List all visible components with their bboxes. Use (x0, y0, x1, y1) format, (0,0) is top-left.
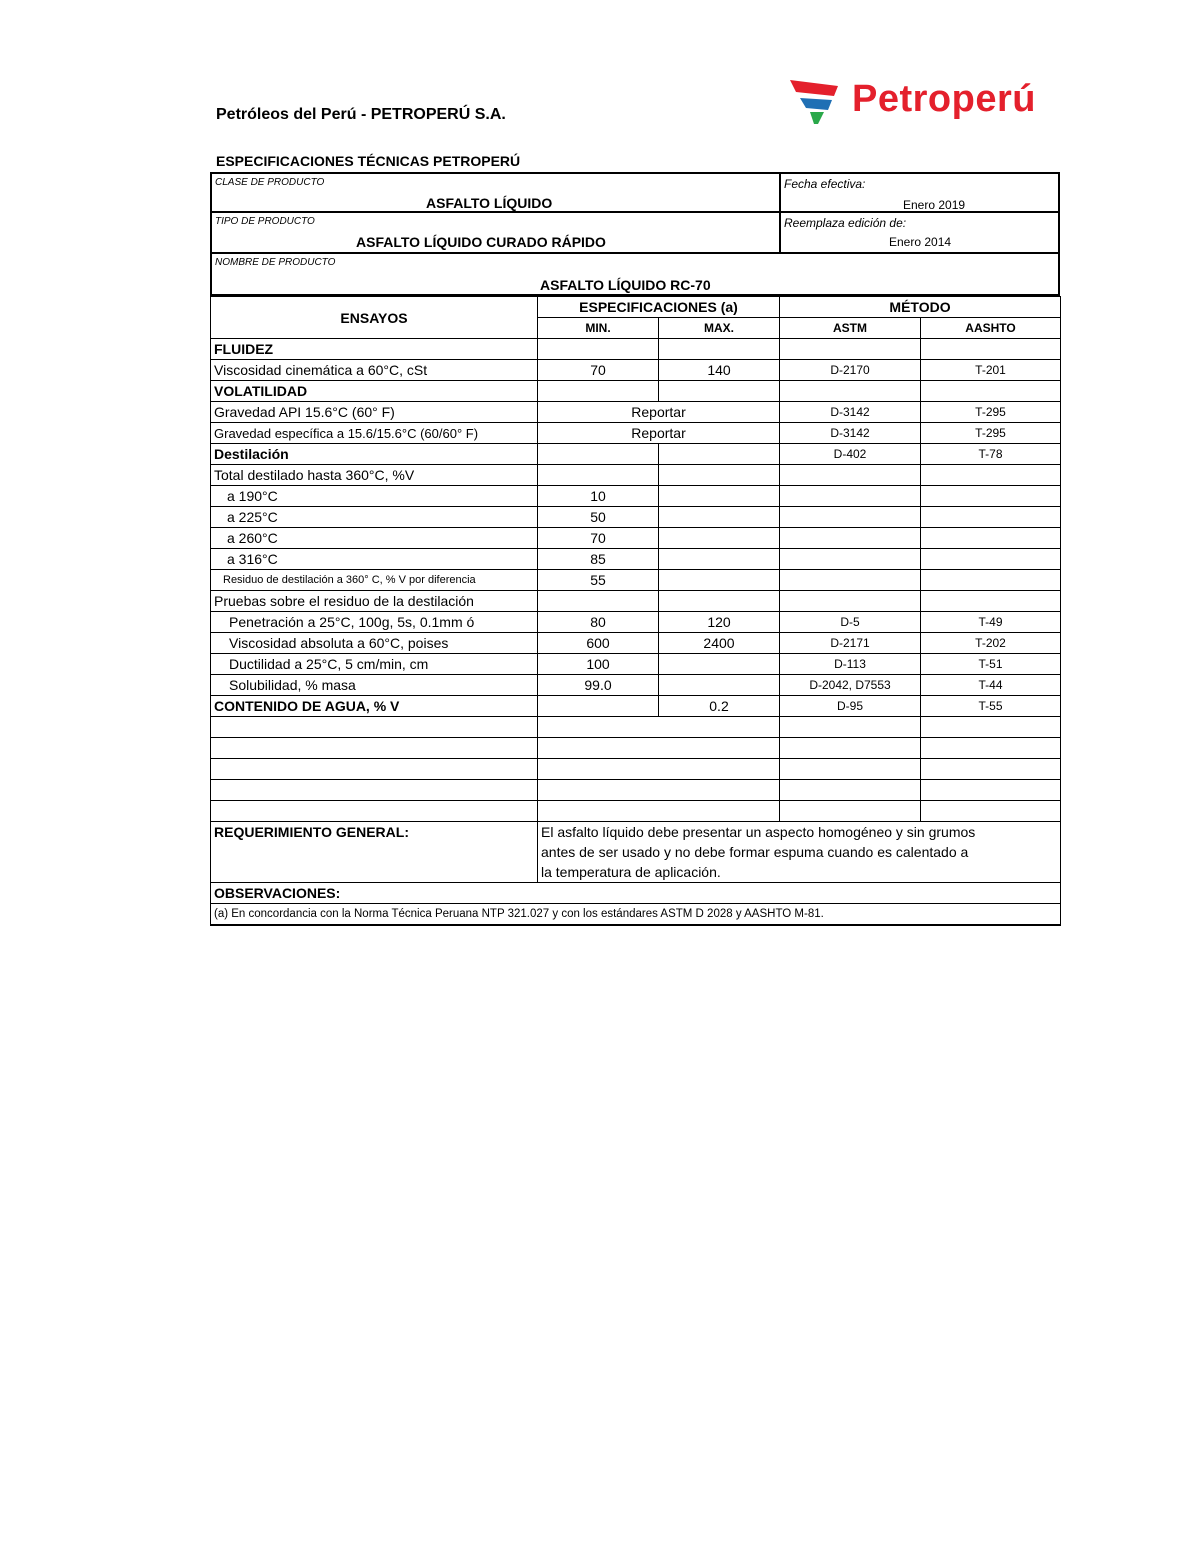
astm-value: D-2171 (780, 633, 921, 654)
astm-value: D-5 (780, 612, 921, 633)
requerimiento-line-1: El asfalto líquido debe presentar un aspecto homogéneo y sin grumos (541, 824, 976, 840)
aashto-value (921, 486, 1061, 507)
fecha-box (781, 172, 1060, 213)
tipo-row (210, 213, 1060, 254)
test-name: Solubilidad, % masa (211, 675, 538, 696)
max-value: 2400 (659, 633, 780, 654)
min-value: 100 (538, 654, 659, 675)
logo-text: Petroperú (852, 78, 1036, 120)
aashto-value: T-49 (921, 612, 1061, 633)
astm-value: D-3142 (780, 402, 921, 423)
table-row (211, 612, 1061, 633)
observaciones-label: OBSERVACIONES: (211, 883, 1061, 904)
spec-table (210, 296, 1061, 926)
max-value (659, 486, 780, 507)
aashto-value: T-201 (921, 360, 1061, 381)
clase-value: ASFALTO LÍQUIDO (426, 195, 553, 211)
table-row (211, 633, 1061, 654)
min-value (538, 339, 659, 360)
aashto-value (921, 528, 1061, 549)
tipo-label: TIPO DE PRODUCTO (215, 216, 315, 227)
table-row (211, 507, 1061, 528)
col-astm: ASTM (780, 318, 921, 339)
empty-row (211, 759, 1061, 780)
nombre-label: NOMBRE DE PRODUCTO (215, 257, 336, 268)
tipo-box (210, 213, 781, 254)
aashto-value (921, 549, 1061, 570)
observaciones-note-row (211, 904, 1061, 926)
test-name: Pruebas sobre el residuo de la destilación (211, 591, 538, 612)
logo-mark-icon (788, 76, 848, 128)
min-value (538, 696, 659, 717)
test-name: Residuo de destilación a 360° C, % V por diferencia (211, 570, 538, 591)
max-value (659, 549, 780, 570)
astm-value: D-402 (780, 444, 921, 465)
aashto-value: T-78 (921, 444, 1061, 465)
table-row (211, 696, 1061, 717)
test-name: Total destilado hasta 360°C, %V (211, 465, 538, 486)
table-row (211, 528, 1061, 549)
aashto-value (921, 570, 1061, 591)
astm-value (780, 570, 921, 591)
astm-value: D-2042, D7553 (780, 675, 921, 696)
max-value: 0.2 (659, 696, 780, 717)
reemplaza-label: Reemplaza edición de: (784, 216, 907, 230)
table-row (211, 591, 1061, 612)
test-name: FLUIDEZ (211, 339, 538, 360)
max-value (659, 465, 780, 486)
max-value (659, 570, 780, 591)
nombre-value: ASFALTO LÍQUIDO RC-70 (540, 277, 711, 293)
aashto-value: T-202 (921, 633, 1061, 654)
min-value: 70 (538, 360, 659, 381)
table-row (211, 381, 1061, 402)
col-min: MIN. (538, 318, 659, 339)
astm-value (780, 507, 921, 528)
spec-sheet (210, 172, 1060, 926)
requerimiento-row (211, 822, 1061, 883)
max-value (659, 654, 780, 675)
min-value: 10 (538, 486, 659, 507)
min-value: 50 (538, 507, 659, 528)
table-row (211, 570, 1061, 591)
spec-value: Reportar (538, 423, 780, 444)
col-metodo: MÉTODO (780, 297, 1061, 318)
reemplaza-value: Enero 2014 (889, 235, 952, 249)
col-aashto: AASHTO (921, 318, 1061, 339)
empty-row (211, 738, 1061, 759)
aashto-value: T-295 (921, 423, 1061, 444)
test-name: a 225°C (211, 507, 538, 528)
min-value (538, 591, 659, 612)
fecha-label: Fecha efectiva: (784, 177, 866, 191)
fecha-value: Enero 2019 (903, 198, 966, 212)
test-name: Viscosidad cinemática a 60°C, cSt (211, 360, 538, 381)
test-name: Gravedad API 15.6°C (60° F) (211, 402, 538, 423)
min-value: 80 (538, 612, 659, 633)
table-row (211, 360, 1061, 381)
requerimiento-line-3: la temperatura de aplicación. (541, 864, 721, 880)
petroperu-logo (788, 76, 1048, 128)
min-value (538, 381, 659, 402)
table-row (211, 444, 1061, 465)
aashto-value (921, 591, 1061, 612)
tipo-value: ASFALTO LÍQUIDO CURADO RÁPIDO (356, 234, 606, 250)
max-value (659, 381, 780, 402)
aashto-value: T-55 (921, 696, 1061, 717)
astm-value (780, 339, 921, 360)
test-name: CONTENIDO DE AGUA, % V (211, 696, 538, 717)
max-value (659, 444, 780, 465)
clase-row (210, 172, 1060, 213)
clase-box (210, 172, 781, 213)
company-name: Petróleos del Perú - PETROPERÚ S.A. (216, 106, 506, 123)
observaciones-note: (a) En concordancia con la Norma Técnica Peruana NTP 321.027 y con los estándares ASTM D 2028 y AASHTO M-81. (211, 904, 1061, 926)
table-header-row-1 (211, 297, 1061, 318)
table-row (211, 465, 1061, 486)
astm-value (780, 528, 921, 549)
table-row (211, 402, 1061, 423)
table-row (211, 654, 1061, 675)
max-value (659, 339, 780, 360)
aashto-value (921, 507, 1061, 528)
test-name: a 190°C (211, 486, 538, 507)
requerimiento-text (538, 822, 1061, 883)
aashto-value (921, 339, 1061, 360)
max-value: 140 (659, 360, 780, 381)
document-title: ESPECIFICACIONES TÉCNICAS PETROPERÚ (216, 153, 521, 169)
aashto-value (921, 381, 1061, 402)
empty-row (211, 801, 1061, 822)
astm-value (780, 381, 921, 402)
table-row (211, 486, 1061, 507)
astm-value: D-2170 (780, 360, 921, 381)
table-row (211, 549, 1061, 570)
test-name: a 316°C (211, 549, 538, 570)
requerimiento-line-2: antes de ser usado y no debe formar espuma cuando es calentado a (541, 844, 969, 860)
astm-value (780, 591, 921, 612)
table-row (211, 423, 1061, 444)
requerimiento-label: REQUERIMIENTO GENERAL: (211, 822, 538, 883)
astm-value (780, 465, 921, 486)
test-name: Viscosidad absoluta a 60°C, poises (211, 633, 538, 654)
astm-value: D-95 (780, 696, 921, 717)
min-value: 55 (538, 570, 659, 591)
aashto-value: T-44 (921, 675, 1061, 696)
min-value (538, 444, 659, 465)
aashto-value: T-295 (921, 402, 1061, 423)
max-value: 120 (659, 612, 780, 633)
test-name: a 260°C (211, 528, 538, 549)
aashto-value (921, 465, 1061, 486)
min-value: 70 (538, 528, 659, 549)
clase-label: CLASE DE PRODUCTO (215, 177, 325, 188)
max-value (659, 591, 780, 612)
table-row (211, 339, 1061, 360)
test-name: VOLATILIDAD (211, 381, 538, 402)
observaciones-row (211, 883, 1061, 904)
astm-value (780, 549, 921, 570)
test-name: Destilación (211, 444, 538, 465)
max-value (659, 675, 780, 696)
nombre-box (210, 254, 1060, 296)
test-name: Ductilidad a 25°C, 5 cm/min, cm (211, 654, 538, 675)
min-value: 85 (538, 549, 659, 570)
aashto-value: T-51 (921, 654, 1061, 675)
col-especificaciones: ESPECIFICACIONES (a) (538, 297, 780, 318)
test-name: Gravedad específica a 15.6/15.6°C (60/60° F) (211, 423, 538, 444)
empty-row (211, 717, 1061, 738)
reemplaza-box (781, 213, 1060, 254)
max-value (659, 507, 780, 528)
col-ensayos: ENSAYOS (211, 297, 538, 339)
table-row (211, 675, 1061, 696)
min-value: 600 (538, 633, 659, 654)
spec-value: Reportar (538, 402, 780, 423)
min-value (538, 465, 659, 486)
astm-value: D-3142 (780, 423, 921, 444)
astm-value: D-113 (780, 654, 921, 675)
min-value: 99.0 (538, 675, 659, 696)
max-value (659, 528, 780, 549)
empty-row (211, 780, 1061, 801)
astm-value (780, 486, 921, 507)
test-name: Penetración a 25°C, 100g, 5s, 0.1mm ó (211, 612, 538, 633)
col-max: MAX. (659, 318, 780, 339)
